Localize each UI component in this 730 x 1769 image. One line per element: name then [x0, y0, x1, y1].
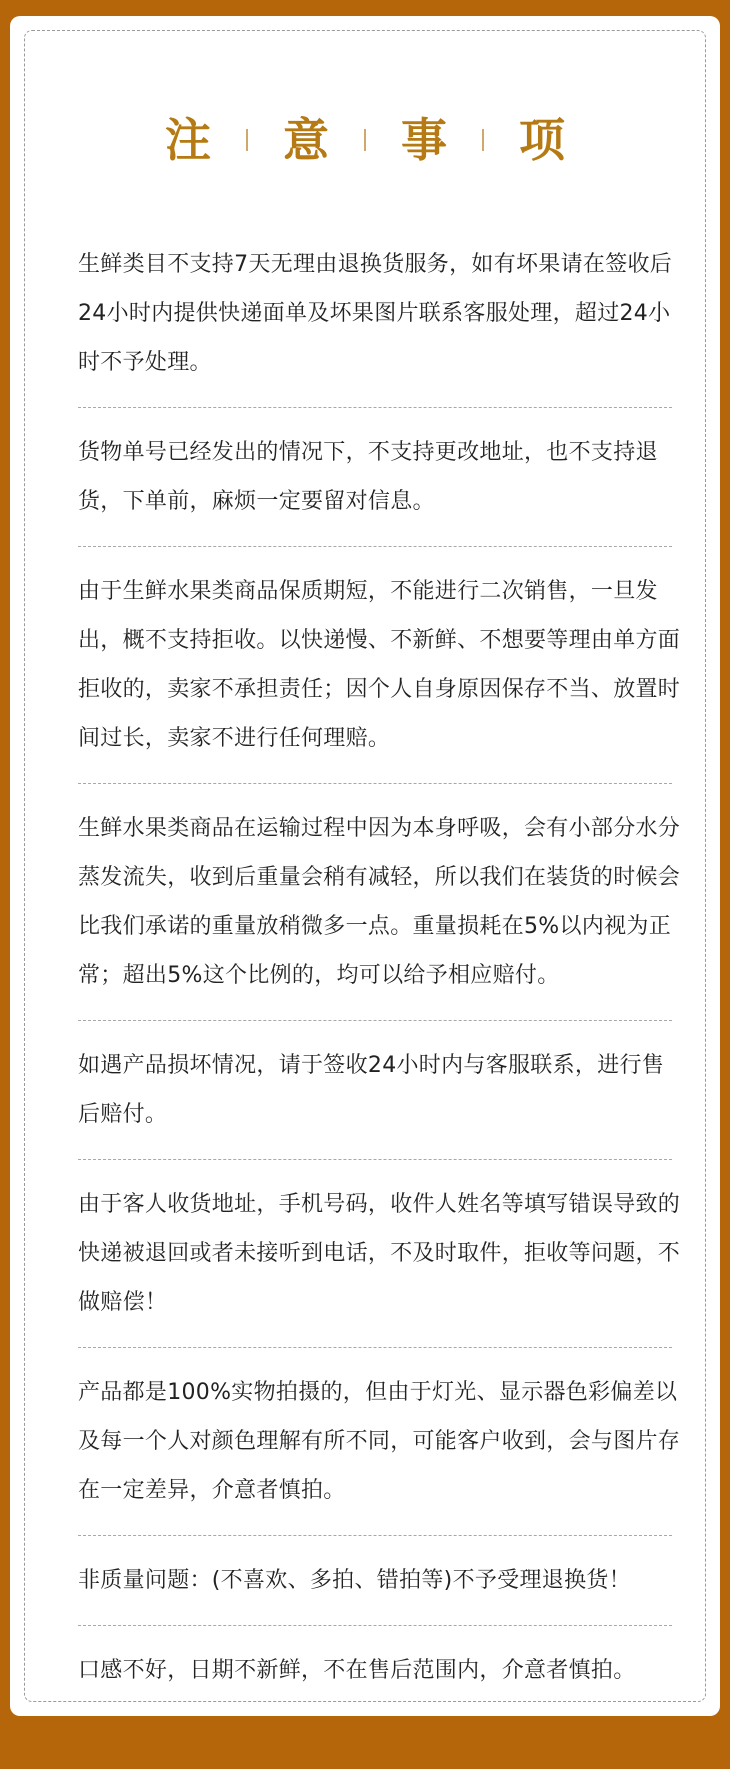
title-char: 事: [401, 112, 447, 167]
note-item: 如遇产品损坏情况，请于签收24小时内与客服联系，进行售后赔付。: [78, 1053, 665, 1127]
notice-card: [10, 16, 720, 1716]
note-item: 由于客人收货地址，手机号码，收件人姓名等填写错误导致的快递被退回或者未接听到电话，不及时取件，拒收等问题，不做赔偿！: [78, 1192, 681, 1315]
note-item: 生鲜类目不支持7天无理由退换货服务，如有坏果请在签收后24小时内提供快递面单及坏果图片联系客服处理，超过24小时不予处理。: [78, 252, 673, 375]
dashed-divider: [78, 1535, 672, 1536]
title-separator: [482, 129, 484, 151]
note-item: 生鲜水果类商品在运输过程中因为本身呼吸，会有小部分水分蒸发流失，收到后重量会稍有减轻，所以我们在装货的时候会比我们承诺的重量放稍微多一点。重量损耗在5%以内视为正常；超出5%这个比例的，均可以给予相应赔付。: [78, 816, 681, 988]
dashed-divider: [78, 1020, 672, 1021]
page-title: [10, 104, 720, 174]
note-item: 口感不好，日期不新鲜，不在售后范围内，介意者慎拍。: [78, 1658, 636, 1683]
note-item: 货物单号已经发出的情况下，不支持更改地址，也不支持退货，下单前，麻烦一定要留对信息。: [78, 440, 658, 514]
title-char: 项: [519, 112, 565, 167]
dashed-divider: [78, 546, 672, 547]
dashed-divider: [78, 783, 672, 784]
title-separator: [246, 129, 248, 151]
note-item: 由于生鲜水果类商品保质期短，不能进行二次销售，一旦发出，概不支持拒收。以快递慢、不新鲜、不想要等理由单方面拒收的，卖家不承担责任；因个人自身原因保存不当、放置时间过长，卖家不进行任何理赔。: [78, 579, 681, 751]
dashed-divider: [78, 407, 672, 408]
dashed-divider: [78, 1347, 672, 1348]
title-separator: [364, 129, 366, 151]
title-char: 注: [165, 112, 211, 167]
dashed-divider: [78, 1625, 672, 1626]
title-char: 意: [283, 112, 329, 167]
note-item: 非质量问题：(不喜欢、多拍、错拍等)不予受理退换货！: [78, 1568, 631, 1593]
dashed-divider: [78, 1159, 672, 1160]
notes-list: [78, 236, 684, 1699]
note-item: 产品都是100%实物拍摄的，但由于灯光、显示器色彩偏差以及每一个人对颜色理解有所不同，可能客户收到，会与图片存在一定差异，介意者慎拍。: [78, 1380, 681, 1503]
